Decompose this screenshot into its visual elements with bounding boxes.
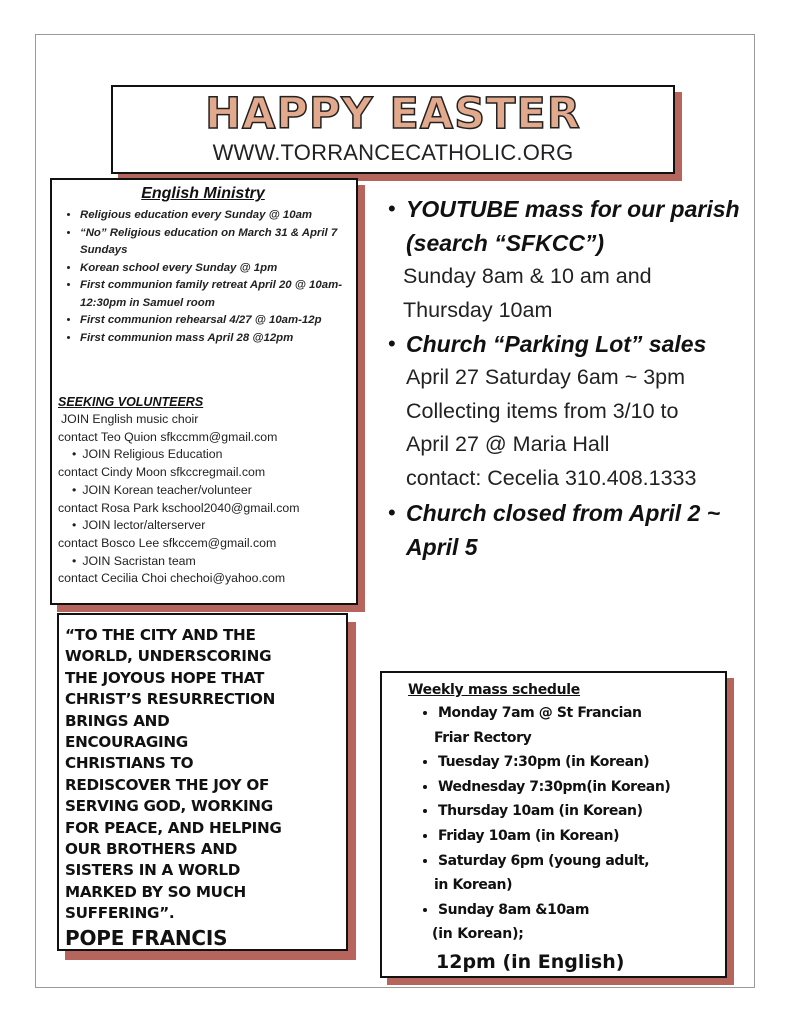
schedule-item-text: Wednesday 7:30pm(in Korean) <box>438 778 671 795</box>
schedule-item <box>434 849 725 898</box>
schedule-item-text: Sunday 8am &10am <box>438 901 590 918</box>
quote-line: SISTERS IN A WORLD <box>65 861 241 880</box>
announcement-youtube <box>388 192 758 327</box>
english-ministry-box <box>50 178 358 605</box>
schedule-item <box>438 750 725 775</box>
volunteer-join: JOIN English music choir <box>61 412 199 426</box>
schedule-item-text: Thursday 10am (in Korean) <box>438 803 643 820</box>
volunteer-contact: contact Cindy Moon sfkccregmail.com <box>58 465 266 480</box>
ministry-item: • Korean school every Sunday @ 1pm <box>80 260 348 278</box>
announcement-line: April 27 @ Maria Hall <box>406 432 610 457</box>
schedule-item-cont: in Korean) <box>434 877 513 894</box>
announcements <box>388 192 758 564</box>
mass-schedule-box <box>380 671 727 978</box>
schedule-item <box>438 824 725 849</box>
quote-line: THE JOYOUS HOPE THAT <box>65 668 265 687</box>
schedule-list <box>408 701 725 922</box>
quote-line: “TO THE CITY AND THE <box>65 626 256 644</box>
quote-line: REDISCOVER THE JOY OF <box>65 775 270 794</box>
schedule-item-cont: Friar Rectory <box>434 729 532 746</box>
volunteer-join: • JOIN lector/alterserver <box>58 517 348 535</box>
banner-title: HAPPY EASTER <box>205 89 581 139</box>
banner-url[interactable]: WWW.TORRANCECATHOLIC.ORG <box>212 140 574 165</box>
announcement-church-closed <box>388 496 758 564</box>
schedule-item <box>438 775 725 800</box>
volunteer-join: • JOIN Religious Education <box>58 446 348 464</box>
quote-line: CHRIST’S RESURRECTION <box>65 690 276 709</box>
schedule-item <box>438 898 725 923</box>
announcement-line: April 27 Saturday 6am ~ 3pm <box>406 365 686 390</box>
announcement-line: Sunday 8am & 10 am and <box>403 264 652 288</box>
schedule-item-text: Saturday 6pm (young adult, <box>438 852 650 869</box>
announcement-parking-lot-sales <box>388 327 758 495</box>
volunteer-contact: contact Bosco Lee sfkccem@gmail.com <box>58 535 277 550</box>
schedule-item-text: Tuesday 7:30pm (in Korean) <box>438 754 650 771</box>
ministry-item: • First communion family retreat April 20 @ 10am-12:30pm in Samuel room <box>80 277 348 312</box>
quote-line: CHRISTIANS TO <box>65 754 194 773</box>
announcement-heading: • Church closed from April 2 ~ <box>406 499 721 526</box>
quote-box <box>57 613 348 951</box>
volunteer-join: • JOIN Sacristan team <box>58 553 348 571</box>
quote-line: MARKED BY SO MUCH <box>65 882 246 901</box>
ministry-title: English Ministry <box>141 185 265 202</box>
schedule-tail: (in Korean); <box>432 926 524 943</box>
announcement-heading: April 5 <box>406 533 478 560</box>
schedule-item-text: Monday 7am @ St Francian <box>438 705 642 721</box>
schedule-item <box>438 799 725 824</box>
ministry-item: • First communion rehearsal 4/27 @ 10am-12p <box>80 312 348 330</box>
schedule-english: 12pm (in English) <box>436 950 625 973</box>
quote-line: BRINGS AND <box>65 711 170 730</box>
announcement-heading: • Church “Parking Lot” sales <box>406 331 707 358</box>
ministry-item: • Religious education every Sunday @ 10am <box>80 207 348 225</box>
volunteer-contact: contact Rosa Park kschool2040@gmail.com <box>58 500 300 515</box>
quote-line: WORLD, UNDERSCORING <box>65 647 272 666</box>
announcement-line: Thursday 10am <box>403 297 553 322</box>
quote-line: ENCOURAGING <box>65 733 188 752</box>
ministry-item: • First communion mass April 28 @12pm <box>80 330 348 348</box>
quote-line: SERVING GOD, WORKING <box>65 797 273 816</box>
announcement-line: Collecting items from 3/10 to <box>406 398 679 423</box>
quote-line: SUFFERING”. <box>65 904 175 923</box>
quote-line: FOR PEACE, AND HELPING <box>65 818 282 837</box>
quote-line: OUR BROTHERS AND <box>65 840 238 859</box>
ministry-list <box>58 207 348 347</box>
announcement-heading: (search “SFKCC”) <box>406 230 605 256</box>
volunteer-contact: contact Teo Quion sfkccmm@gmail.com <box>58 429 278 444</box>
quote-text <box>65 625 340 925</box>
volunteer-join: • JOIN Korean teacher/volunteer <box>58 482 348 500</box>
announcement-heading: • YOUTUBE mass for our parish <box>406 196 740 222</box>
schedule-item-text: Friday 10am (in Korean) <box>438 827 620 844</box>
volunteer-contact: contact Cecilia Choi chechoi@yahoo.com <box>58 571 286 586</box>
schedule-title: Weekly mass schedule <box>408 682 580 698</box>
banner <box>111 85 675 174</box>
announcement-line: contact: Cecelia 310.408.1333 <box>406 465 697 490</box>
ministry-item: • “No” Religious education on March 31 & April 7 Sundays <box>80 225 348 260</box>
quote-author: POPE FRANCIS <box>65 925 228 950</box>
schedule-item <box>434 701 725 750</box>
volunteers-title: SEEKING VOLUNTEERS <box>58 395 204 409</box>
